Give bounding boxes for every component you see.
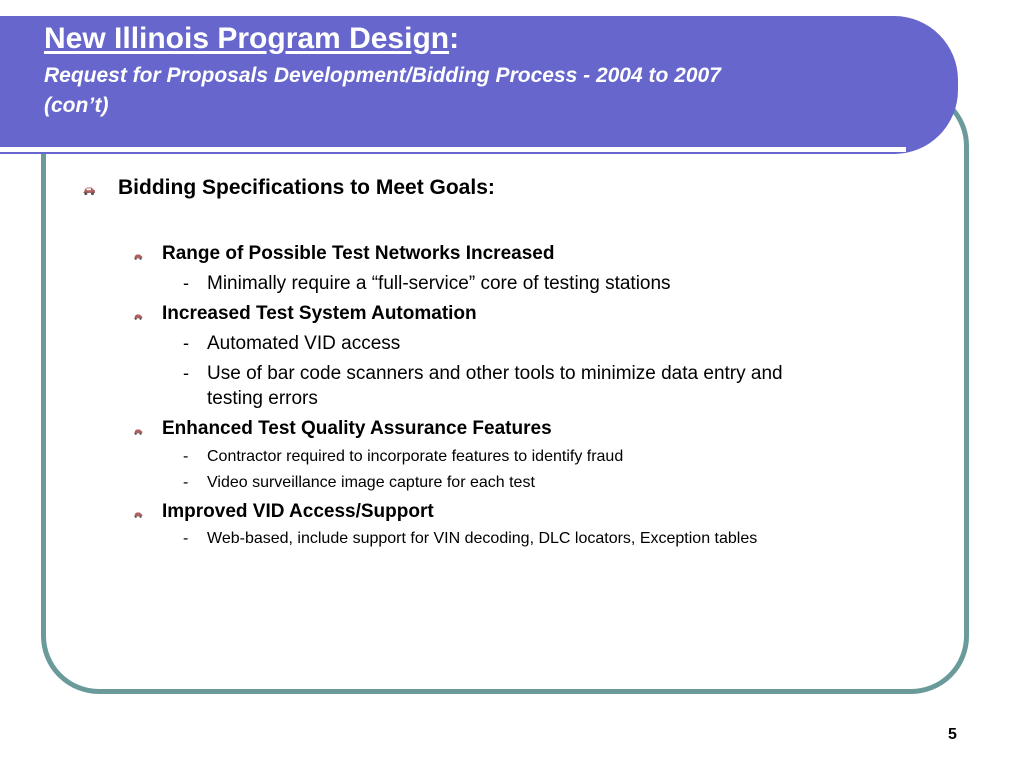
dash-marker: - xyxy=(183,448,189,465)
section-detail: Automated VID access xyxy=(207,333,401,354)
section-detail: Use of bar code scanners and other tools to minimize data entry and xyxy=(207,363,783,384)
section-detail: Video surveillance image capture for each test xyxy=(207,474,535,491)
dash-marker: - xyxy=(183,273,189,293)
car-icon xyxy=(133,511,143,519)
section-detail: Minimally require a “full-service” core of testing stations xyxy=(207,273,671,294)
section-detail: Web-based, include support for VIN decoding, DLC locators, Exception tables xyxy=(207,530,758,547)
car-icon xyxy=(133,253,143,261)
section-label: Enhanced Test Quality Assurance Features xyxy=(162,418,552,439)
car-icon xyxy=(82,186,96,196)
slide-subtitle-line2: (con’t) xyxy=(44,94,109,117)
dash-marker: - xyxy=(183,530,189,547)
dash-marker: - xyxy=(183,363,189,383)
section-label: Range of Possible Test Networks Increased xyxy=(162,243,555,264)
section-detail-continuation: testing errors xyxy=(207,388,318,409)
dash-marker: - xyxy=(183,474,189,491)
page-number: 5 xyxy=(948,726,957,743)
section-label: Increased Test System Automation xyxy=(162,303,477,324)
slide-subtitle-line1: Request for Proposals Development/Bidding Process - 2004 to 2007 xyxy=(44,64,721,87)
dash-marker: - xyxy=(183,333,189,353)
slide-title-text: New Illinois Program Design xyxy=(44,22,450,55)
section-detail: Contractor required to incorporate features to identify fraud xyxy=(207,448,624,465)
car-icon xyxy=(133,428,143,436)
car-icon xyxy=(133,313,143,321)
slide-title-colon: : xyxy=(449,22,460,55)
bullet-heading-text: Bidding Specifications to Meet Goals: xyxy=(118,176,495,199)
section-label: Improved VID Access/Support xyxy=(162,501,434,522)
